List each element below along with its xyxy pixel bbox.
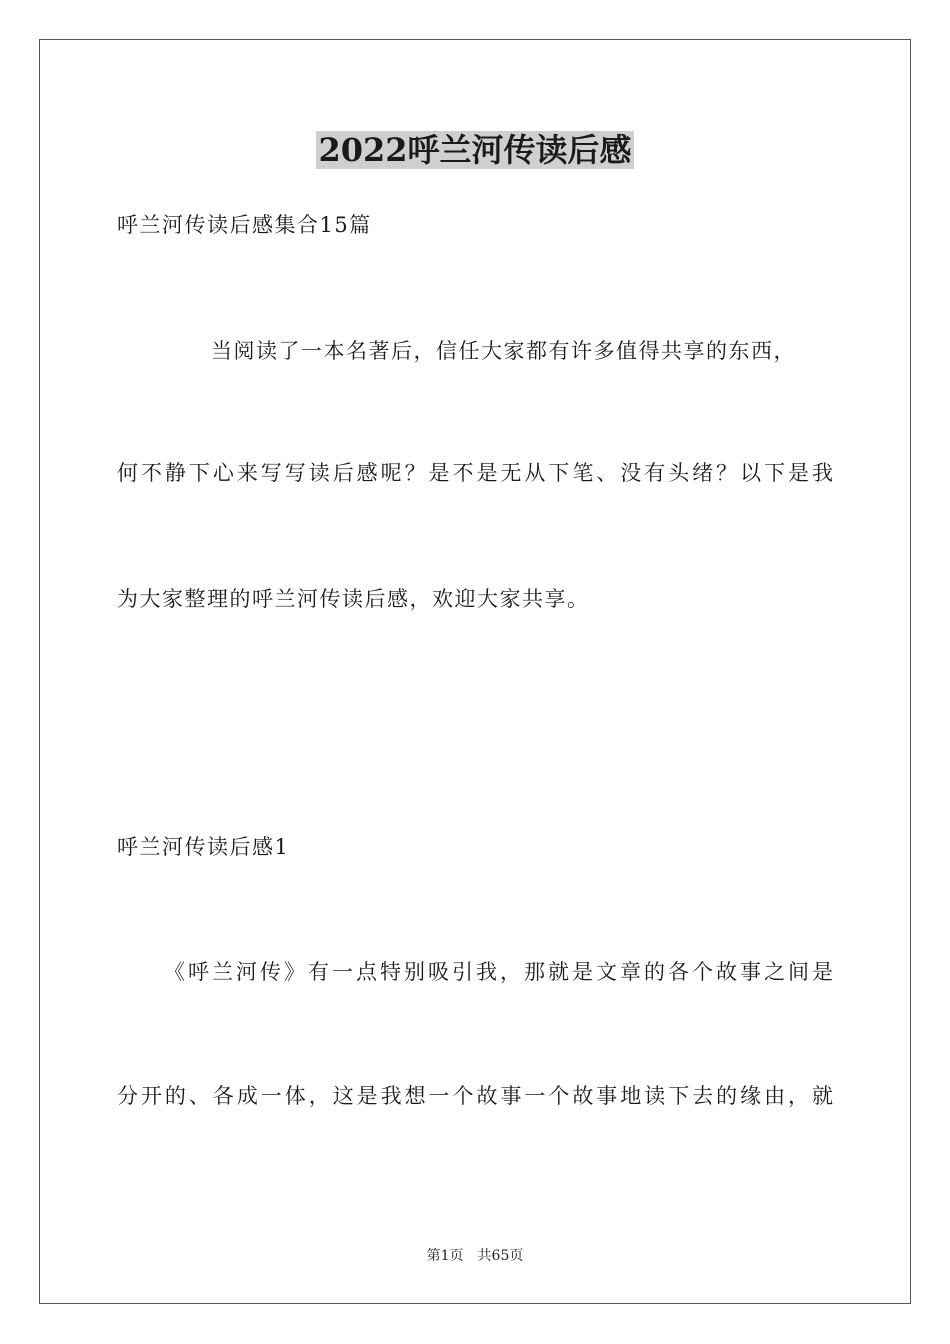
intro-line-1: 当阅读了一本名著后，信任大家都有许多值得共享的东西， — [211, 339, 796, 363]
intro-line-2: 何不静下心来写写读后感呢？是不是无从下笔、没有头绪？以下是我 — [117, 461, 833, 485]
section1-line-1: 《呼兰河传》有一点特别吸引我，那就是文章的各个故事之间是 — [164, 960, 833, 984]
page-total: 共65页 — [477, 1248, 524, 1264]
section1-line-2: 分开的、各成一体，这是我想一个故事一个故事地读下去的缘由，就 — [117, 1084, 833, 1108]
document-subtitle: 呼兰河传读后感集合15篇 — [117, 213, 372, 237]
page-footer — [0, 1246, 950, 1266]
section-heading-1: 呼兰河传读后感1 — [117, 835, 290, 859]
document-title — [0, 128, 950, 172]
title-text: 2022呼兰河传读后感 — [318, 131, 632, 169]
page-number: 第1页 — [426, 1248, 464, 1264]
intro-line-3: 为大家整理的呼兰河传读后感，欢迎大家共享。 — [117, 587, 590, 611]
